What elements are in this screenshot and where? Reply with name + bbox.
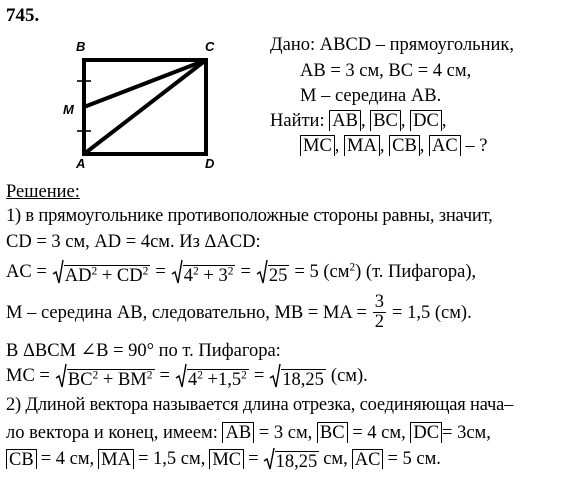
bc-value: = 4 см, — [352, 423, 406, 443]
solution-line-1: 1) в прямоугольнике противоположные стороны равны, значит, — [6, 206, 493, 226]
diagonal-ac — [84, 60, 206, 154]
ac-tail-2: ) (т. Пифагора), — [355, 261, 477, 282]
definition-line-2 — [6, 422, 491, 443]
ab-value: = 3 см, — [258, 423, 313, 443]
segment-mc — [84, 60, 206, 107]
find-prefix: Найти: — [270, 111, 325, 131]
bcm-line: В ΔBCM ∠B = 90° по т. Пифагора: — [6, 341, 281, 361]
eq: = — [155, 261, 166, 282]
definition-line-1: 2) Длиной вектора называется длина отрезка, соединяющая нача– — [6, 395, 514, 415]
rad-15: +1,5 — [202, 369, 242, 390]
label-b: B — [76, 39, 86, 54]
given-line-3: M – середина AB. — [300, 86, 442, 106]
rad-4: 4 — [187, 369, 198, 390]
def2-text: ло вектора и конец, имеем: — [6, 423, 218, 443]
given-line-2: AB = 3 см, BC = 4 см, — [300, 61, 472, 81]
vector-ab-magnitude: AB — [329, 110, 361, 131]
ma-value: = 1,5 см, — [137, 448, 206, 469]
find-line-1: Найти: AB , BC , DC , — [270, 111, 447, 131]
vector-dc-magnitude: DC — [410, 422, 442, 443]
rad-18-25: 18,25 — [282, 369, 324, 390]
rad-bm: + BM — [98, 369, 147, 390]
solution-line-2: CD = 3 см, AD = 4см. Из ΔACD: — [6, 232, 261, 252]
vector-ac-magnitude: AC — [352, 449, 384, 470]
cb-value: = 4 см, — [40, 448, 95, 469]
mb-line — [6, 293, 472, 333]
sq: 2 — [241, 369, 247, 382]
mc-lhs: MC = — [6, 365, 50, 386]
mc-tail: (см). — [330, 365, 368, 386]
eq: = — [159, 365, 170, 386]
sq: 2 — [197, 369, 203, 382]
radical-4-3 — [171, 259, 236, 285]
rad-bc: BC — [67, 369, 93, 390]
radical-18-25 — [269, 363, 326, 389]
sq: 2 — [146, 369, 153, 382]
label-d: D — [205, 156, 215, 171]
label-c: C — [205, 39, 215, 54]
vector-mc-magnitude: MC — [300, 135, 335, 156]
sq: 2 — [92, 369, 99, 382]
sq: 2 — [349, 261, 356, 274]
ac-value: = 5 см. — [387, 448, 441, 469]
sq: 2 — [91, 265, 98, 278]
rad-3: + 3 — [198, 265, 228, 286]
rad-ad: AD — [64, 265, 92, 286]
rad-cd: + CD — [97, 265, 143, 286]
ac-tail: = 5 (см — [294, 261, 350, 282]
radical-ad-cd — [52, 259, 151, 285]
dc-value: = 3см, — [442, 423, 491, 443]
rad-4: 4 — [183, 265, 194, 286]
eq: = — [253, 365, 265, 386]
vector-ac-magnitude: AC — [429, 135, 461, 156]
sq: 2 — [142, 265, 149, 278]
mc-unit: см, — [323, 448, 348, 469]
vector-cb-magnitude: CB — [389, 135, 420, 156]
radical-25 — [256, 259, 290, 285]
ac-lhs: AC = — [6, 261, 47, 282]
vector-bc-magnitude: BC — [370, 110, 401, 131]
results-line: CB = 4 см, MA = 1,5 см, MC = 18,25 см, AC = 5 см. — [6, 447, 441, 471]
mc-formula — [6, 363, 368, 389]
label-a: A — [76, 156, 86, 171]
vector-ma-magnitude: MA — [98, 449, 134, 470]
label-m: M — [63, 102, 74, 117]
vector-mc-magnitude: MC — [209, 449, 244, 470]
ac-result — [294, 263, 476, 282]
sq: 2 — [227, 265, 234, 278]
given-line-1: Дано: ABCD – прямоугольник, — [270, 35, 515, 55]
radical-bc-bm — [55, 363, 155, 389]
vector-dc-magnitude: DC — [410, 110, 442, 131]
vector-ab-magnitude: AB — [222, 422, 254, 443]
rad-25: 25 — [268, 265, 288, 286]
frac-den: 2 — [374, 312, 385, 333]
rectangle-figure — [60, 36, 230, 176]
ac-formula — [6, 259, 476, 285]
mb-tail: = 1,5 (см). — [392, 302, 472, 323]
radical-18-25-last — [263, 447, 320, 471]
vector-cb-magnitude: CB — [6, 449, 37, 470]
fraction-3-2 — [373, 293, 386, 333]
eq: = — [240, 261, 251, 282]
problem-number: 745. — [6, 5, 40, 26]
rad-18-25: 18,25 — [275, 451, 318, 472]
vector-bc-magnitude: BC — [317, 422, 348, 443]
find-line-2: MC , MA , CB , AC – ? — [300, 135, 487, 156]
radical-4-15 — [175, 363, 249, 389]
solution-heading: Решение: — [6, 182, 80, 202]
find-end: – ? — [465, 136, 488, 156]
frac-num: 3 — [374, 292, 385, 312]
sq: 2 — [193, 265, 199, 278]
vector-ma-magnitude: MA — [344, 135, 380, 156]
mb-text: M – середина AB, следовательно, MB = MA = — [6, 302, 367, 323]
